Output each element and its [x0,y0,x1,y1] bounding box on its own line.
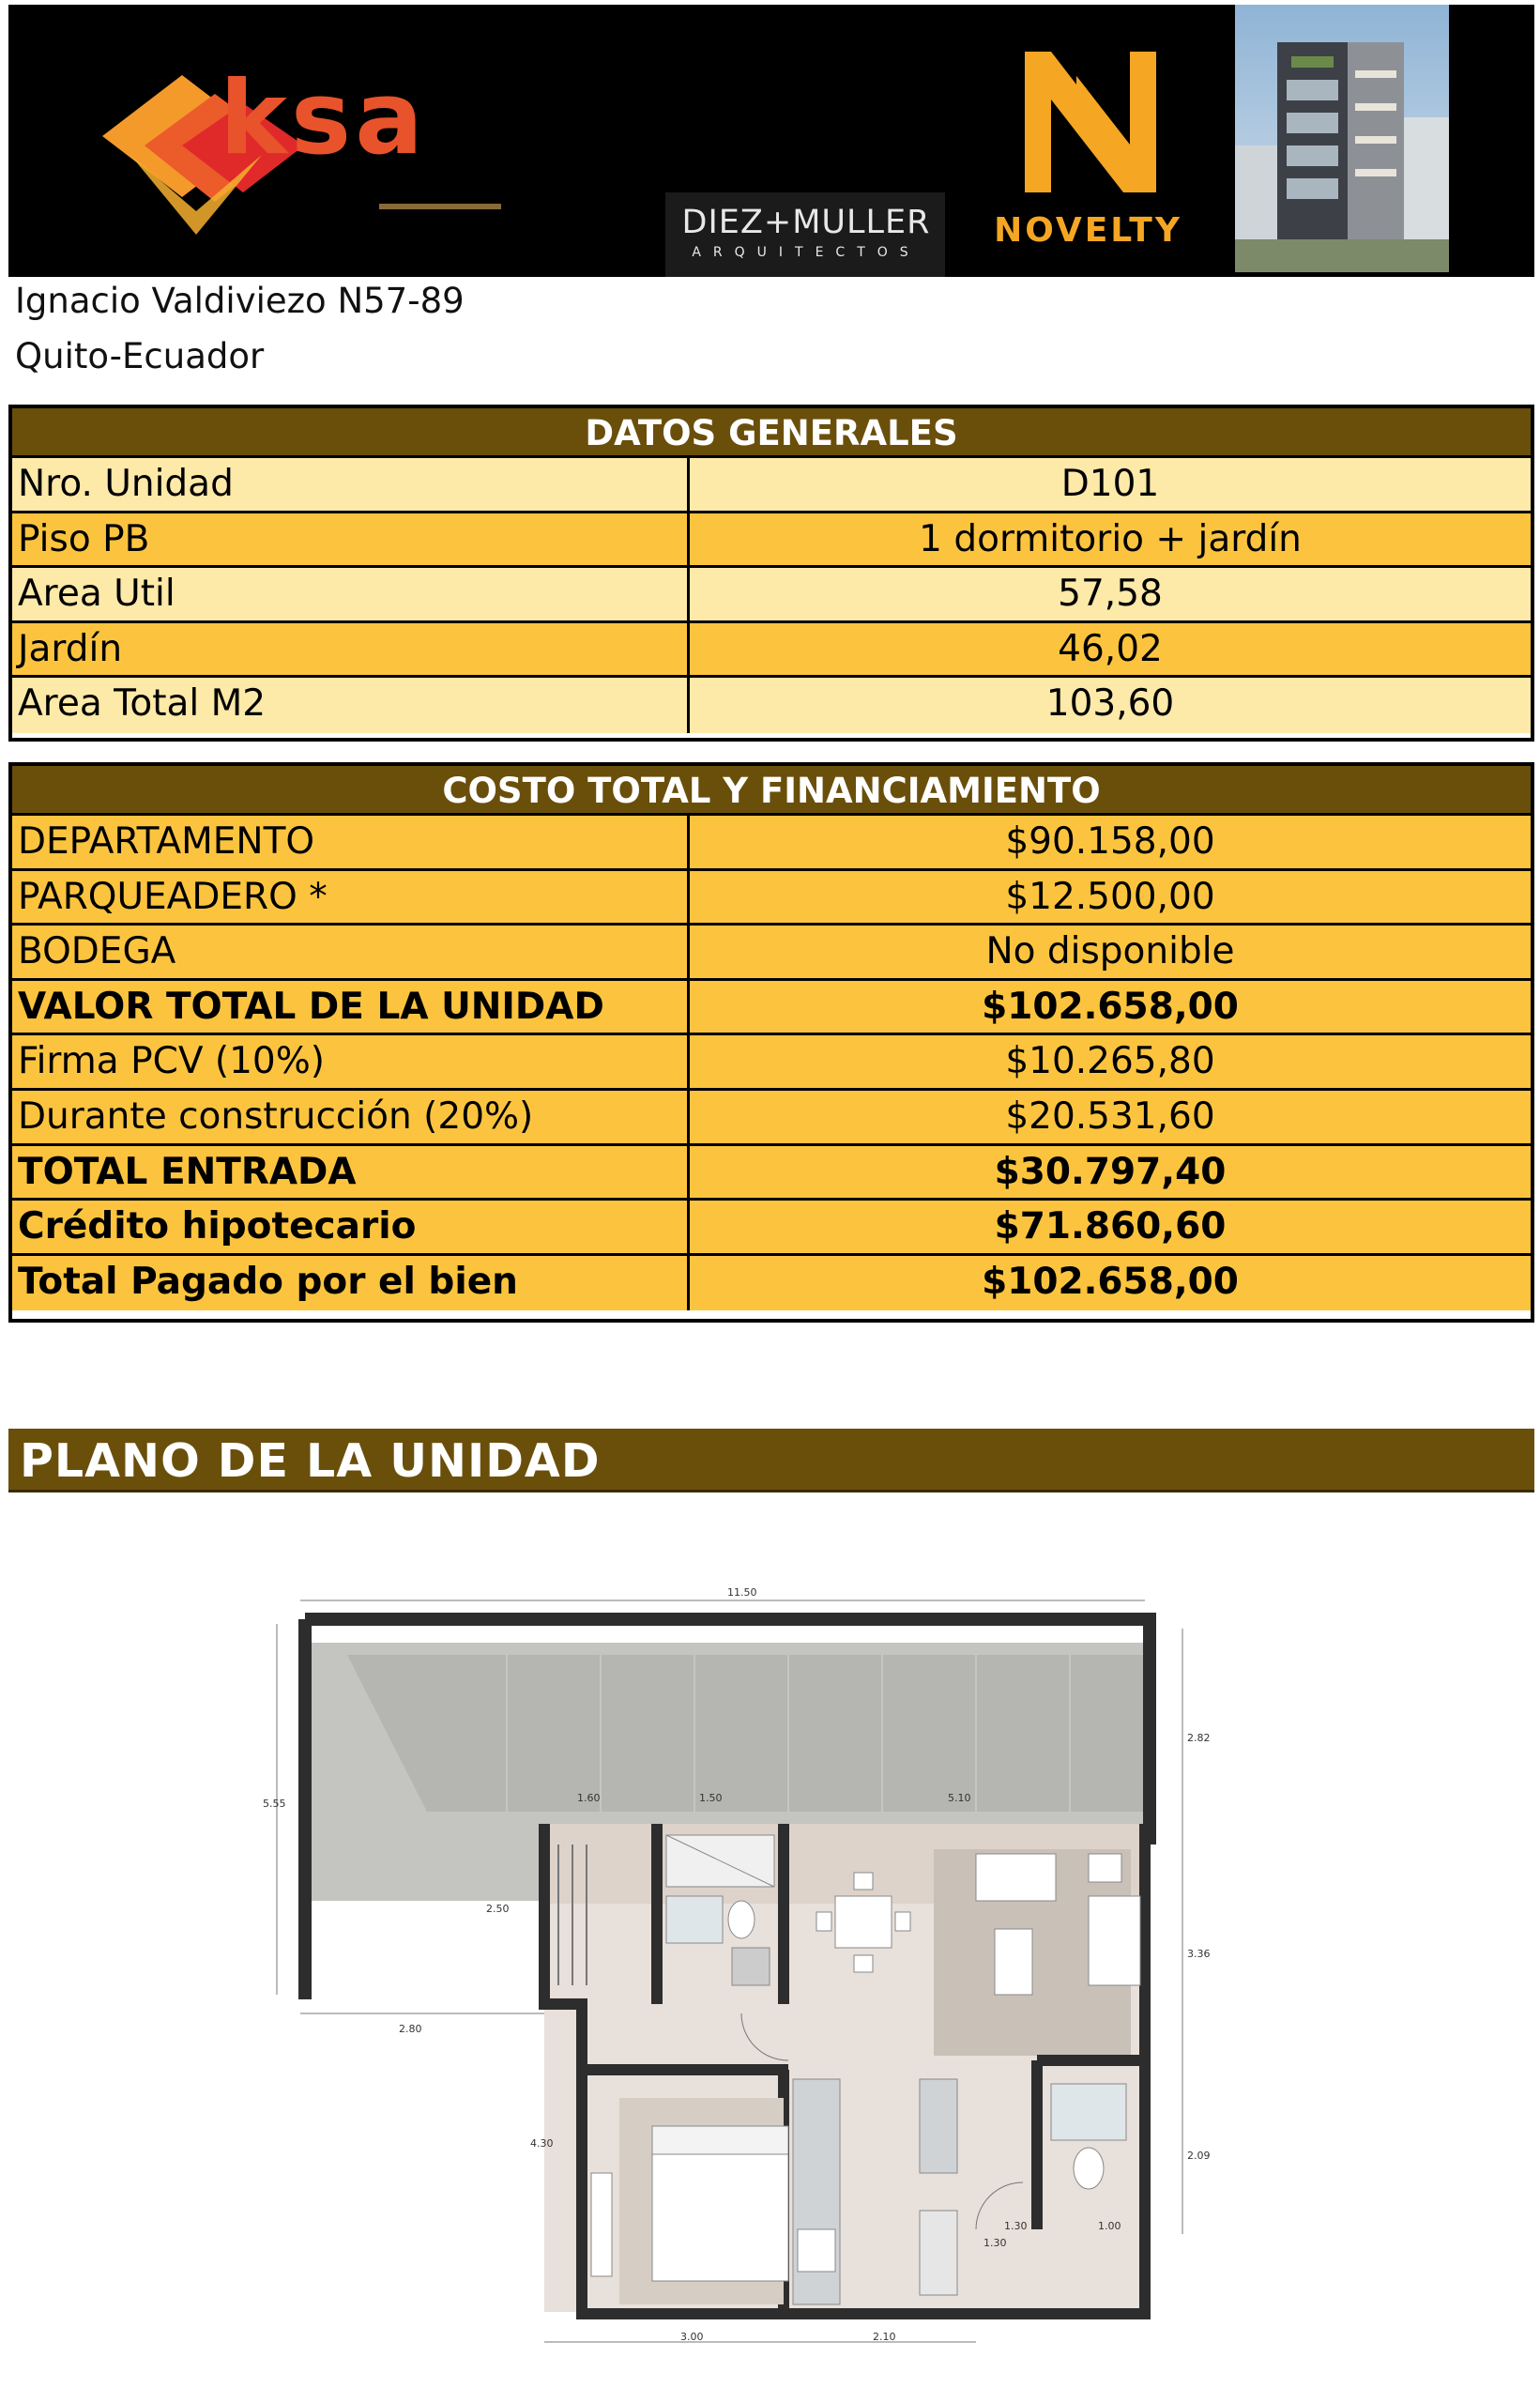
dim-top: 11.50 [727,1586,757,1599]
row-label: Crédito hipotecario [12,1201,690,1253]
dim-bottom-right: 2.10 [873,2331,896,2343]
table-row [12,623,1531,679]
row-label: DEPARTAMENTO [12,816,690,868]
plan-title: PLANO DE LA UNIDAD [20,1434,601,1488]
dim-right-mid: 3.36 [1187,1948,1211,1960]
dim-130a: 1.30 [1004,2220,1028,2232]
dim-right-upper: 2.82 [1187,1732,1211,1744]
novelty-wordmark: NOVELTY [994,211,1182,250]
row-label: Piso PB [12,513,690,566]
row-value: $102.658,00 [982,985,1239,1028]
dim-bottom-left: 3.00 [680,2331,704,2343]
table-row [12,1201,1531,1256]
row-label: TOTAL ENTRADA [12,1146,690,1199]
table-row [12,678,1531,733]
dim-160: 1.60 [577,1792,601,1804]
plan-section-bar [8,1429,1534,1492]
ksa-wordmark: ksa [220,60,427,177]
row-label: Area Util [12,568,690,620]
row-value: $20.531,60 [1005,1094,1215,1138]
table-row [12,1146,1531,1202]
header-banner [8,5,1534,277]
table-row [12,1035,1531,1091]
ksa-tagline-mark [379,204,501,209]
table-row [12,513,1531,569]
cost-financing-table [8,762,1534,1323]
row-value: $10.265,80 [1005,1040,1215,1083]
row-label: Durante construcción (20%) [12,1091,690,1143]
row-value: No disponible [985,930,1235,973]
row-value: D101 [1060,463,1160,505]
row-label: Area Total M2 [12,678,690,733]
row-label: BODEGA [12,926,690,978]
architect-subtitle: ARQUITECTOS [692,245,921,260]
diez-muller-logo [665,192,947,277]
row-value: $102.658,00 [982,1260,1239,1303]
row-label: Firma PCV (10%) [12,1035,690,1088]
dim-510: 5.10 [948,1792,971,1804]
table-row [12,458,1531,513]
novelty-n-mark [1020,47,1161,197]
dim-430: 4.30 [530,2137,554,2150]
general-data-title: DATOS GENERALES [12,408,1531,458]
table-row [12,568,1531,623]
row-label: Nro. Unidad [12,458,690,511]
dim-280: 2.80 [399,2023,422,2035]
row-value: $30.797,40 [994,1150,1227,1193]
dim-100: 1.00 [1098,2220,1121,2232]
building-photo [1235,5,1449,272]
row-value: $12.500,00 [1005,875,1215,918]
row-value: 57,58 [1058,573,1163,616]
row-value: $90.158,00 [1005,820,1215,863]
address-line-1: Ignacio Valdiviezo N57-89 [15,281,465,321]
dim-250: 2.50 [486,1903,510,1915]
table-row [12,981,1531,1036]
dim-130b: 1.30 [983,2237,1007,2249]
table-row [12,1091,1531,1146]
row-label: VALOR TOTAL DE LA UNIDAD [12,981,690,1033]
row-label: PARQUEADERO * [12,871,690,924]
row-label: Jardín [12,623,690,676]
general-data-table [8,405,1534,742]
row-label: Total Pagado por el bien [12,1256,690,1311]
dim-left-total: 5.55 [263,1798,286,1810]
row-value: 1 dormitorio + jardín [919,517,1302,560]
unit-floor-plan [263,1572,1211,2347]
novelty-logo [945,5,1231,277]
table-row [12,1256,1531,1311]
address-line-2: Quito-Ecuador [15,336,265,376]
row-value: 46,02 [1058,627,1163,670]
table-row [12,871,1531,926]
architect-name: DIEZ+MULLER [681,204,931,241]
dim-right-lower: 2.09 [1187,2150,1211,2162]
table-row [12,926,1531,981]
cost-financing-title: COSTO TOTAL Y FINANCIAMIENTO [12,766,1531,816]
table-row [12,816,1531,871]
row-value: $71.860,60 [994,1205,1227,1248]
dim-150: 1.50 [699,1792,723,1804]
row-value: 103,60 [1045,682,1175,726]
